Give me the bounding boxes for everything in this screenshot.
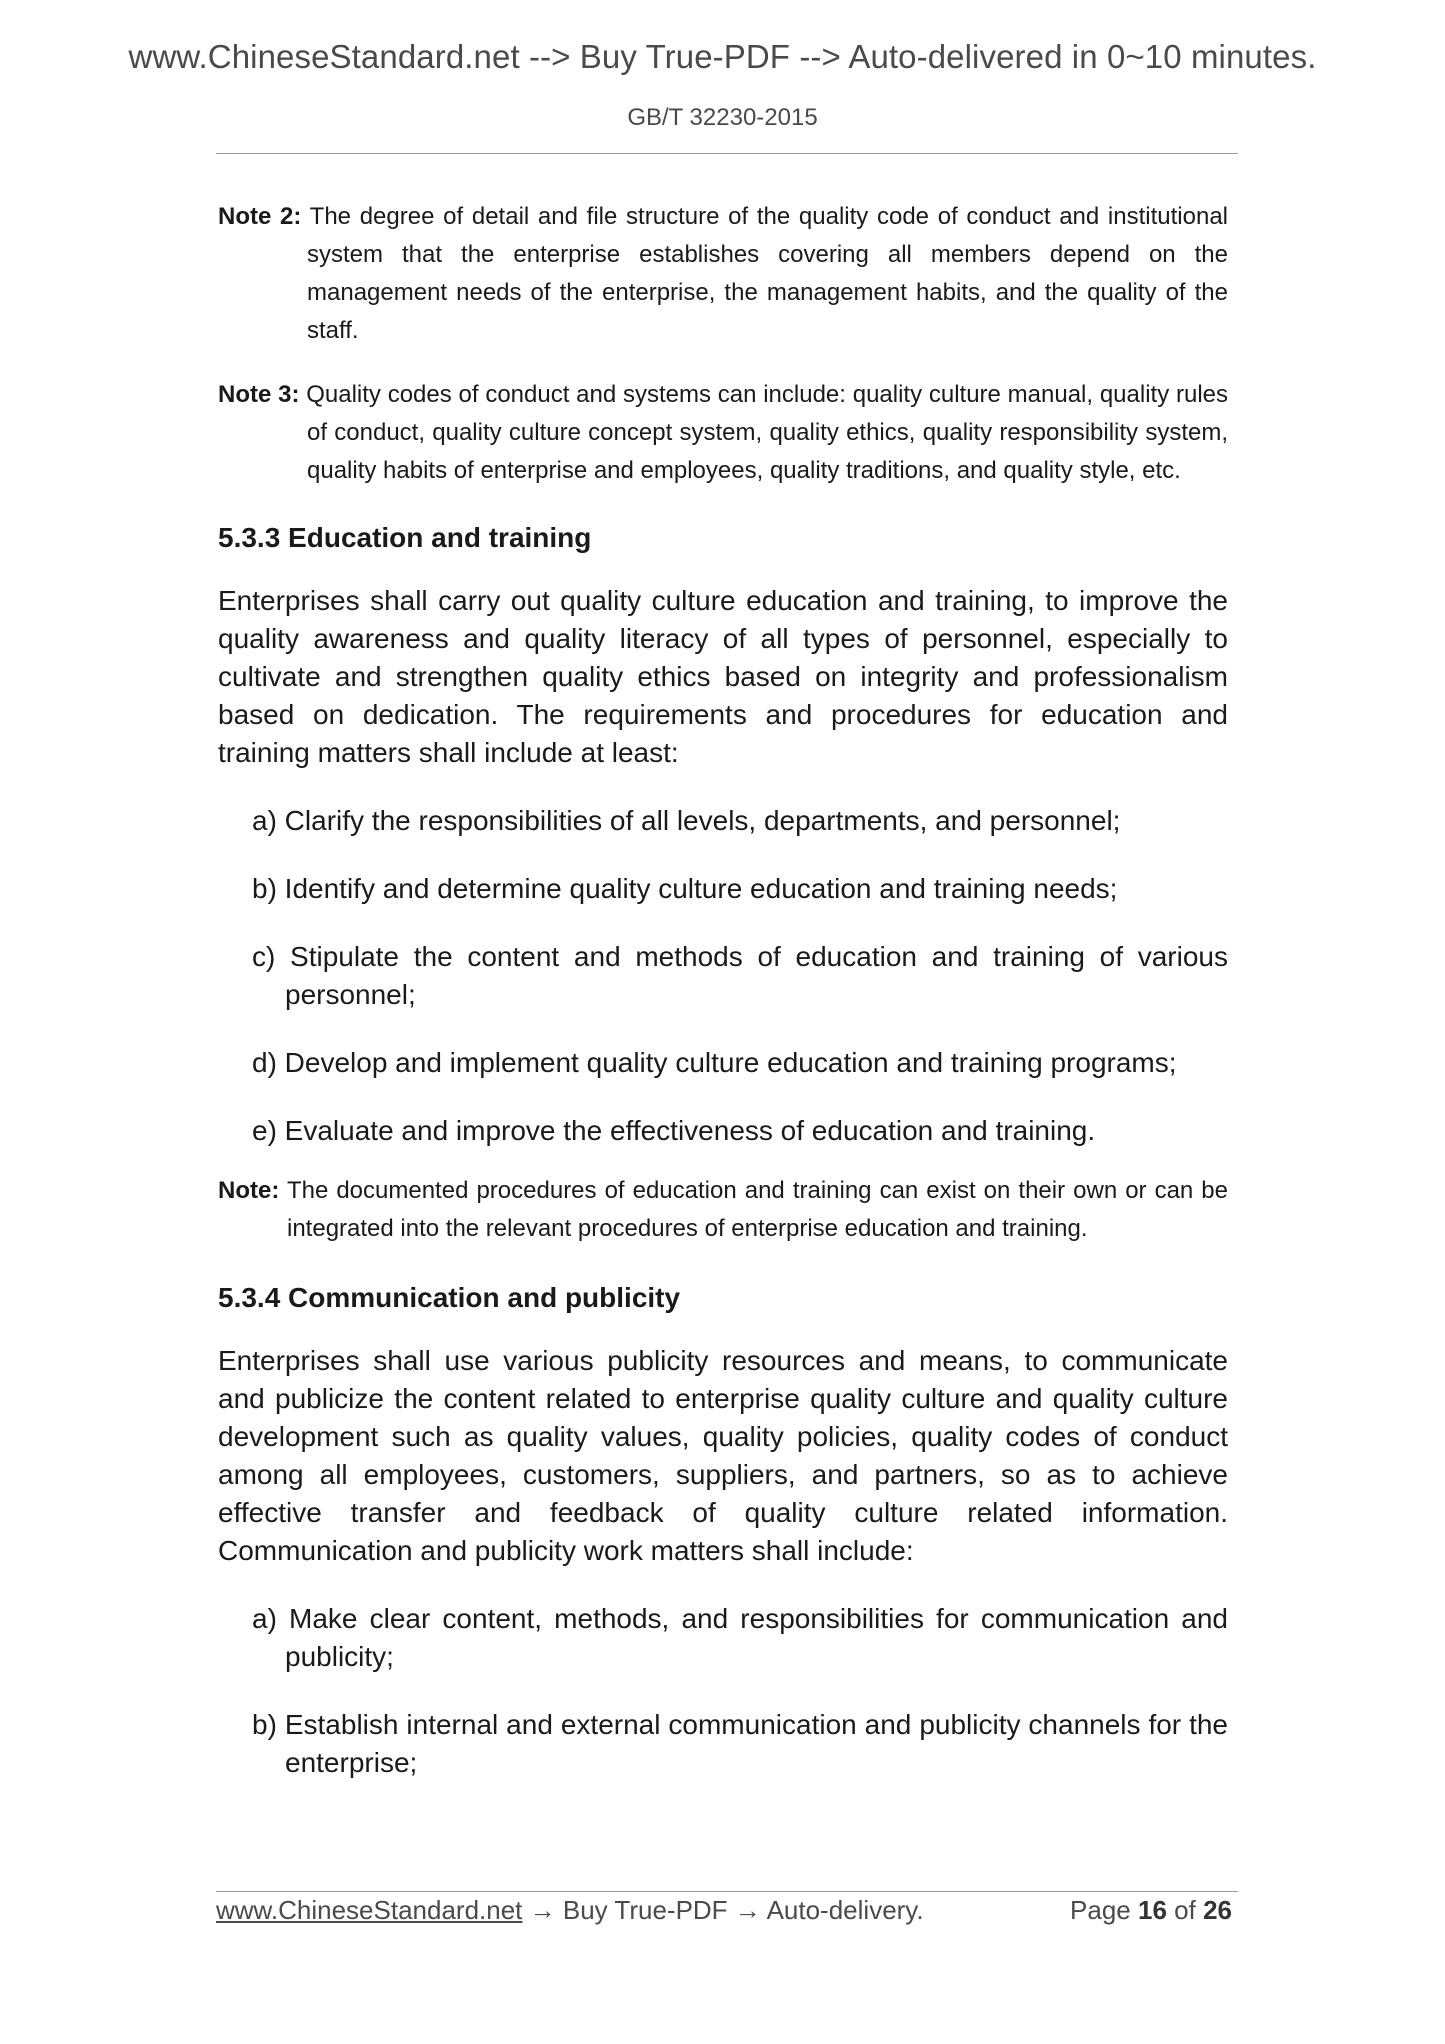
footer-rest: → Buy True-PDF → Auto-delivery. xyxy=(522,1895,924,1925)
page-indicator xyxy=(1070,1895,1232,1926)
footer-link[interactable]: www.ChineseStandard.net xyxy=(216,1895,523,1925)
note-label: Note: xyxy=(218,1177,280,1204)
section-533-intro: Enterprises shall carry out quality culture education and training, to improve the quality awareness and quality literacy of all types of personnel, especially to cultivate and strengthen quality ethics based on integrity and professionalism based on dedication. The requirements and procedures for education and training matters shall include at least: xyxy=(218,585,1228,768)
note-3 xyxy=(218,376,1228,490)
section-534-heading: 5.3.4 Communication and publicity xyxy=(218,1282,681,1313)
top-banner: www.ChineseStandard.net --> Buy True-PDF --> Auto-delivered in 0~10 minutes. xyxy=(128,38,1317,75)
list-item: b) Identify and determine quality culture education and training needs; xyxy=(252,873,1118,904)
page-content xyxy=(218,198,1228,1782)
note-2-label: Note 2: xyxy=(218,203,302,230)
header-divider xyxy=(216,153,1238,154)
list-item: c) Stipulate the content and methods of education and training of various personnel; xyxy=(252,941,1228,1010)
list-item: d) Develop and implement quality culture education and training programs; xyxy=(252,1047,1177,1078)
page-label: Page xyxy=(1070,1895,1131,1925)
page-number: 16 xyxy=(1138,1895,1167,1925)
note-text: The documented procedures of education and training can exist on their own or can be integrated into the relevant procedures of enterprise education and training. xyxy=(286,1177,1228,1242)
list-item: e) Evaluate and improve the effectiveness of education and training. xyxy=(252,1115,1096,1146)
footer-divider xyxy=(216,1891,1238,1892)
section-533-heading: 5.3.3 Education and training xyxy=(218,522,592,553)
note-education xyxy=(218,1172,1228,1248)
note-2-text: The degree of detail and file structure of the quality code of conduct and institutional system that the enterprise establishes covering all members depend on the management needs of the enterprise, the management habits, and the quality of the staff. xyxy=(307,203,1229,344)
note-2 xyxy=(218,198,1228,350)
list-item: b) Establish internal and external communication and publicity channels for the enterprise; xyxy=(252,1709,1228,1778)
list-item: a) Clarify the responsibilities of all levels, departments, and personnel; xyxy=(252,805,1121,836)
standard-code: GB/T 32230-2015 xyxy=(627,104,818,131)
page-total: 26 xyxy=(1203,1895,1232,1925)
footer xyxy=(216,1895,1238,1935)
list-item: a) Make clear content, methods, and responsibilities for communication and publicity; xyxy=(252,1603,1228,1672)
of-label: of xyxy=(1174,1895,1196,1925)
note-3-label: Note 3: xyxy=(218,381,300,408)
footer-text xyxy=(216,1895,924,1926)
note-3-text: Quality codes of conduct and systems can include: quality culture manual, quality rules of conduct, quality culture concept system, quality ethics, quality responsibility system, quality habits of enterprise and employees, quality traditions, and quality style, etc. xyxy=(306,381,1229,484)
section-534-intro: Enterprises shall use various publicity resources and means, to communicate and publicize the content related to enterprise quality culture and quality culture development such as quality values, quality policies, quality codes of conduct among all employees, customers, suppliers, and partners, so as to achieve effective transfer and feedback of quality culture related information. Communication and publicity work matters shall include: xyxy=(218,1345,1228,1566)
